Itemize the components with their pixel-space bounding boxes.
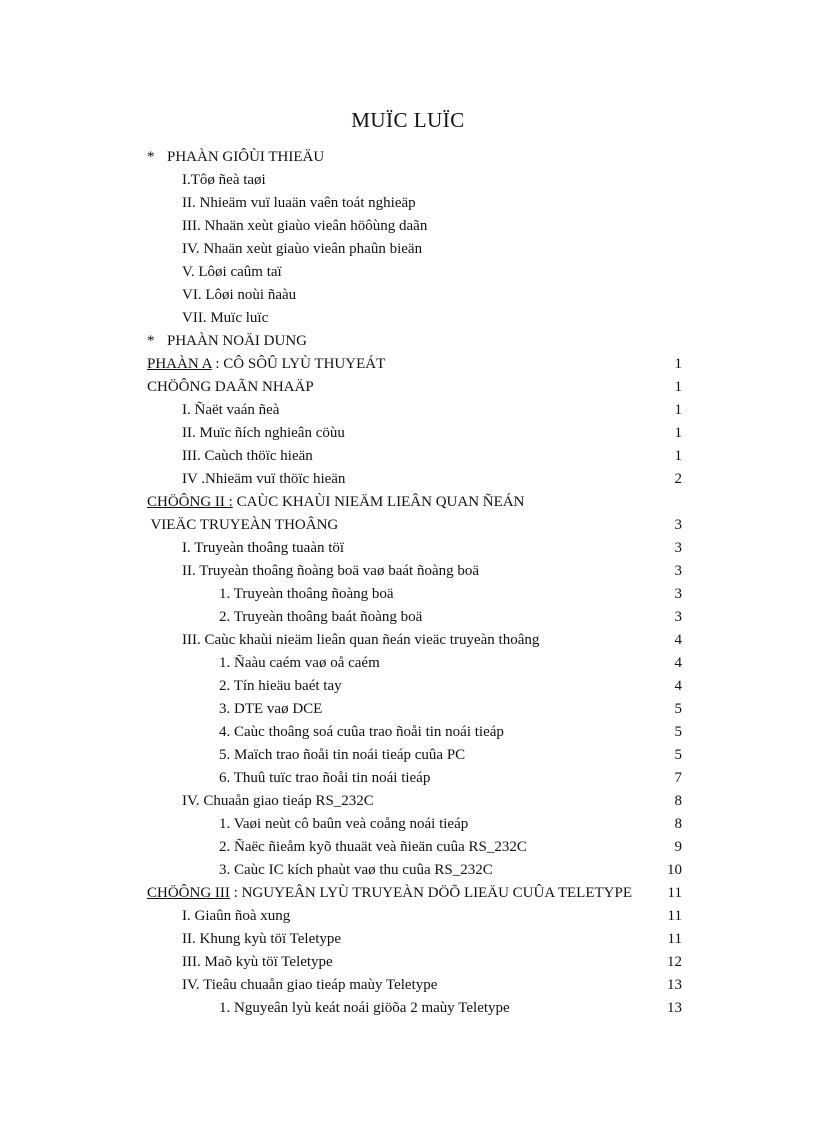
toc-intro-item xyxy=(147,238,682,261)
toc-page-number: 8 xyxy=(674,816,682,832)
toc-entry-text: II. Muïc ñích nghieân cöùu xyxy=(182,425,345,441)
toc-entry-text: III. Maõ kyù töï Teletype xyxy=(182,954,333,970)
toc-entry-text: : NGUYEÂN LYÙ TRUYEÀN DÖÕ LIEÄU CUÛA TELETYPE xyxy=(229,885,632,901)
toc-entry xyxy=(147,928,682,951)
toc-entry-text: CHÖÔNG DAÃN NHAÄP xyxy=(147,379,314,395)
toc-entry xyxy=(147,767,682,790)
intro-items xyxy=(147,169,682,330)
toc-entry-part-label: CHÖÔNG II : xyxy=(147,494,233,510)
toc-entry-text: III. Nhaän xeùt giaùo vieân höôùng daãn xyxy=(182,218,428,234)
toc-entries xyxy=(147,353,682,1020)
toc-entry xyxy=(147,422,682,445)
toc-entry-text: I. Giaûn ñoà xung xyxy=(182,908,291,924)
toc-page-number: 4 xyxy=(674,632,682,648)
toc-entry xyxy=(147,974,682,997)
toc-entry xyxy=(147,675,682,698)
intro-section-heading xyxy=(147,146,682,169)
toc-entry xyxy=(147,353,682,376)
toc-entry-text: II. Truyeàn thoâng ñoàng boä vaø baát ñoàng boä xyxy=(182,563,480,579)
toc-page-number: 9 xyxy=(674,839,682,855)
toc-page-number: 1 xyxy=(674,425,682,441)
toc-entry-text: 4. Caùc thoâng soá cuûa trao ñoåi tin noái tieáp xyxy=(219,724,504,740)
toc-entry-part-label: PHAÀN A xyxy=(147,356,212,372)
toc-page-number: 5 xyxy=(674,724,682,740)
toc-entry xyxy=(147,997,682,1020)
toc-entry-text: IV. Tieâu chuaån giao tieáp maùy Teletype xyxy=(182,977,438,993)
toc-entry-text: V. Lôøi caûm taï xyxy=(182,264,282,280)
toc-entry-text: VII. Muïc luïc xyxy=(182,310,269,326)
toc-intro-item xyxy=(147,215,682,238)
toc-entry xyxy=(147,721,682,744)
toc-entry-text: 1. Truyeàn thoâng ñoàng boä xyxy=(219,586,394,602)
toc-intro-item xyxy=(147,169,682,192)
toc-entry xyxy=(147,514,682,537)
toc-entry-text: IV .Nhieäm vuï thöïc hieän xyxy=(182,471,346,487)
toc-page-number: 11 xyxy=(667,908,682,924)
toc-entry-text: : CÔ SÔÛ LYÙ THUYEÁT xyxy=(211,356,386,372)
toc-page-number: 3 xyxy=(674,517,682,533)
toc-page-number: 11 xyxy=(667,931,682,947)
toc-intro-item xyxy=(147,261,682,284)
toc-entry xyxy=(147,859,682,882)
toc-page-number: 10 xyxy=(667,862,682,878)
toc-page-number: 3 xyxy=(674,586,682,602)
toc-entry-text: VIEÄC TRUYEÀN THOÂNG xyxy=(147,517,339,533)
toc-entry xyxy=(147,399,682,422)
toc-entry xyxy=(147,376,682,399)
toc-entry-text: 2. Ñaëc ñieåm kyõ thuaät veà ñieän cuûa RS_232C xyxy=(219,839,527,855)
toc-page-number: 12 xyxy=(667,954,682,970)
toc-page-number: 7 xyxy=(674,770,682,786)
toc-page-number: 3 xyxy=(674,563,682,579)
toc-page-number: 5 xyxy=(674,701,682,717)
toc-entry-text: I. Ñaët vaán ñeà xyxy=(182,402,280,418)
toc-entry xyxy=(147,882,682,905)
toc-entry xyxy=(147,629,682,652)
toc-entry-text: III. Caùc khaùi nieäm lieân quan ñeán vieäc truyeàn thoâng xyxy=(182,632,540,648)
toc-entry xyxy=(147,537,682,560)
toc-entry-text: CAÙC KHAÙI NIEÄM LIEÂN QUAN ÑEÁN xyxy=(232,494,525,510)
toc-page-number: 4 xyxy=(674,678,682,694)
toc-entry xyxy=(147,652,682,675)
toc-page-number: 4 xyxy=(674,655,682,671)
toc-entry xyxy=(147,813,682,836)
toc-page-number: 13 xyxy=(667,977,682,993)
toc-entry-text: 2. Tín hieäu baét tay xyxy=(219,678,342,694)
toc-entry-text: 1. Vaøi neùt cô baûn veà coång noái tieáp xyxy=(219,816,469,832)
toc-entry-text: IV. Nhaän xeùt giaùo vieân phaûn bieän xyxy=(182,241,423,257)
toc-entry-text: 1. Nguyeân lyù keát noái giöõa 2 maùy Teletype xyxy=(219,1000,510,1016)
toc-entry xyxy=(147,445,682,468)
bullet-star: * xyxy=(147,149,155,165)
toc-intro-item xyxy=(147,307,682,330)
toc-entry-text: I.Tôø ñeà taøi xyxy=(182,172,266,188)
toc-entry xyxy=(147,583,682,606)
toc-intro-item xyxy=(147,192,682,215)
toc-page-number: 2 xyxy=(674,471,682,487)
toc-entry-text: II. Khung kyù töï Teletype xyxy=(182,931,342,947)
toc-entry xyxy=(147,836,682,859)
toc-entry xyxy=(147,491,682,514)
toc-page-number: 11 xyxy=(667,885,682,901)
toc-entry xyxy=(147,905,682,928)
toc-entry-part-label: CHÖÔNG III xyxy=(147,885,230,901)
toc-page-number: 5 xyxy=(674,747,682,763)
toc-entry-text: 5. Maïch trao ñoåi tin noái tieáp cuûa PC xyxy=(219,747,466,763)
toc-entry-text: 1. Ñaàu caém vaø oå caém xyxy=(219,655,380,671)
toc-entry-text: VI. Lôøi noùi ñaàu xyxy=(182,287,297,303)
toc-entry xyxy=(147,698,682,721)
page-title: MUÏC LUÏC xyxy=(351,108,465,132)
toc-entry-text: 3. Caùc IC kích phaùt vaø thu cuûa RS_232C xyxy=(219,862,493,878)
toc-entry xyxy=(147,744,682,767)
content-section-label: PHAÀN NOÄI DUNG xyxy=(167,333,307,349)
toc-entry xyxy=(147,468,682,491)
intro-section-label: PHAÀN GIÔÙI THIEÄU xyxy=(167,149,325,165)
toc-entry-text: I. Truyeàn thoâng tuaàn töï xyxy=(182,540,345,556)
toc-entry-text: 2. Truyeàn thoâng baát ñoàng boä xyxy=(219,609,423,625)
toc-page-number: 13 xyxy=(667,1000,682,1016)
table-of-contents xyxy=(147,146,682,1020)
toc-entry-text: III. Caùch thöïc hieän xyxy=(182,448,313,464)
toc-entry-text: 6. Thuû tuïc trao ñoåi tin noái tieáp xyxy=(219,770,431,786)
bullet-star: * xyxy=(147,333,155,349)
toc-page-number: 3 xyxy=(674,540,682,556)
toc-entry-text: 3. DTE vaø DCE xyxy=(219,701,323,717)
content-section-heading xyxy=(147,330,682,353)
toc-page-number: 1 xyxy=(674,448,682,464)
toc-page-number: 1 xyxy=(674,402,682,418)
toc-entry xyxy=(147,560,682,583)
toc-page-number: 1 xyxy=(674,379,682,395)
toc-page-number: 8 xyxy=(674,793,682,809)
toc-entry-text: IV. Chuaån giao tieáp RS_232C xyxy=(182,793,374,809)
toc-page-number: 1 xyxy=(674,356,682,372)
toc-entry xyxy=(147,951,682,974)
toc-entry-text: II. Nhieäm vuï luaän vaên toát nghieäp xyxy=(182,195,416,211)
toc-entry xyxy=(147,606,682,629)
toc-intro-item xyxy=(147,284,682,307)
toc-page-number: 3 xyxy=(674,609,682,625)
toc-entry xyxy=(147,790,682,813)
